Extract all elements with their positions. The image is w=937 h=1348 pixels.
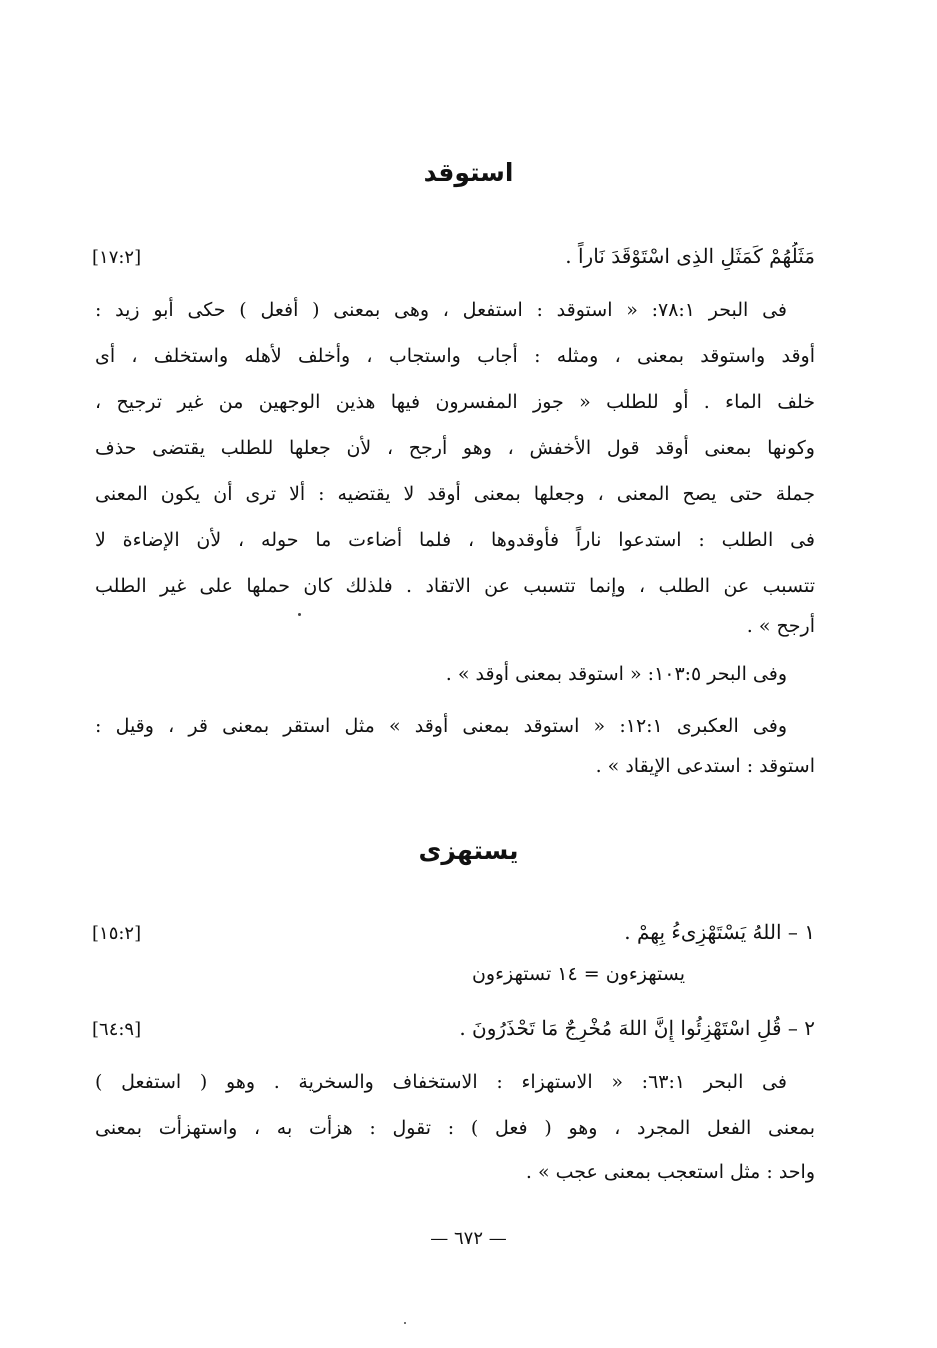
page-number: — ٦٧٢ —	[430, 1228, 507, 1249]
paragraph-line: أوقد واستوقد بمعنى ، ومثله : أجاب واستجاب ، وأخلف لأهله واستخلف ، أى	[95, 345, 815, 367]
paragraph-line: وفى العكبرى ١٢:١: « استوقد بمعنى أوقد » مثل استقر بمعنى قر ، وقيل :	[95, 715, 787, 737]
paragraph-line: بمعنى الفعل المجرد ، وهو ( فعل ) : تقول : هزأت به ، واستهزأت بمعنى	[95, 1117, 815, 1139]
occurrence-note: يستهزءون = ١٤ تستهزءون	[471, 963, 685, 985]
scan-speck	[298, 613, 301, 616]
verse-reference: [١٥:٢]	[92, 923, 142, 944]
quran-verse: مَثَلُهُمْ كَمَثَلِ الذِى اسْتَوْقَدَ نَاراً .	[565, 244, 815, 268]
paragraph-line: واحد : مثل استعجب بمعنى عجب » .	[525, 1161, 815, 1183]
paragraph-line: وكونها بمعنى أوقد قول الأخفش ، وهو أرجح ، لأن جعلها للطلب يقتضى حذف	[95, 437, 815, 459]
paragraph-line: فى الطلب : استدعوا ناراً فأوقدوها ، فلما أضاءت ما حوله ، لأن الإضاءة لا	[95, 529, 815, 551]
scan-speck	[404, 1322, 406, 1324]
section-heading-yastahzi: يستهزى	[418, 836, 519, 865]
paragraph-line: استوقد : استدعى الإيقاد » .	[595, 755, 815, 777]
verse-reference: [٦٤:٩]	[92, 1019, 142, 1040]
paragraph-line: أرجح » .	[746, 615, 815, 637]
paragraph-line: وفى البحر ١٠٣:٥: « استوقد بمعنى أوقد » .	[445, 663, 787, 685]
paragraph-line: فى البحر ٦٣:١: « الاستهزاء : الاستخفاف والسخرية . وهو ( استفعل )	[95, 1071, 787, 1093]
paragraph-line: جملة حتى يصح المعنى ، وجعلها بمعنى أوقد لا يقتضيه : ألا ترى أن يكون المعنى	[95, 483, 815, 505]
verse-reference: [١٧:٢]	[92, 247, 142, 268]
quran-verse-item: ٢ – قُلِ اسْتَهْزِئُوا إِنَّ اللهَ مُخْرِجٌ مَا تَحْذَرُونَ .	[459, 1016, 815, 1040]
paragraph-line: فى البحر ٧٨:١: « استوقد : استفعل ، وهى بمعنى ( أفعل ) حكى أبو زيد :	[95, 299, 787, 321]
quran-verse-item: ١ – اللهُ يَسْتَهْزِىءُ بِهِمْ .	[624, 920, 815, 944]
paragraph-line: تتسبب عن الطلب ، وإنما تتسبب عن الاتقاد . فلذلك كان حملها على غير الطلب	[95, 575, 815, 597]
paragraph-line: خلف الماء . أو للطلب « جوز المفسرون فيها هذين الوجهين من غير ترجيح ،	[95, 391, 815, 413]
section-heading-istawqada: استوقد	[423, 158, 514, 187]
